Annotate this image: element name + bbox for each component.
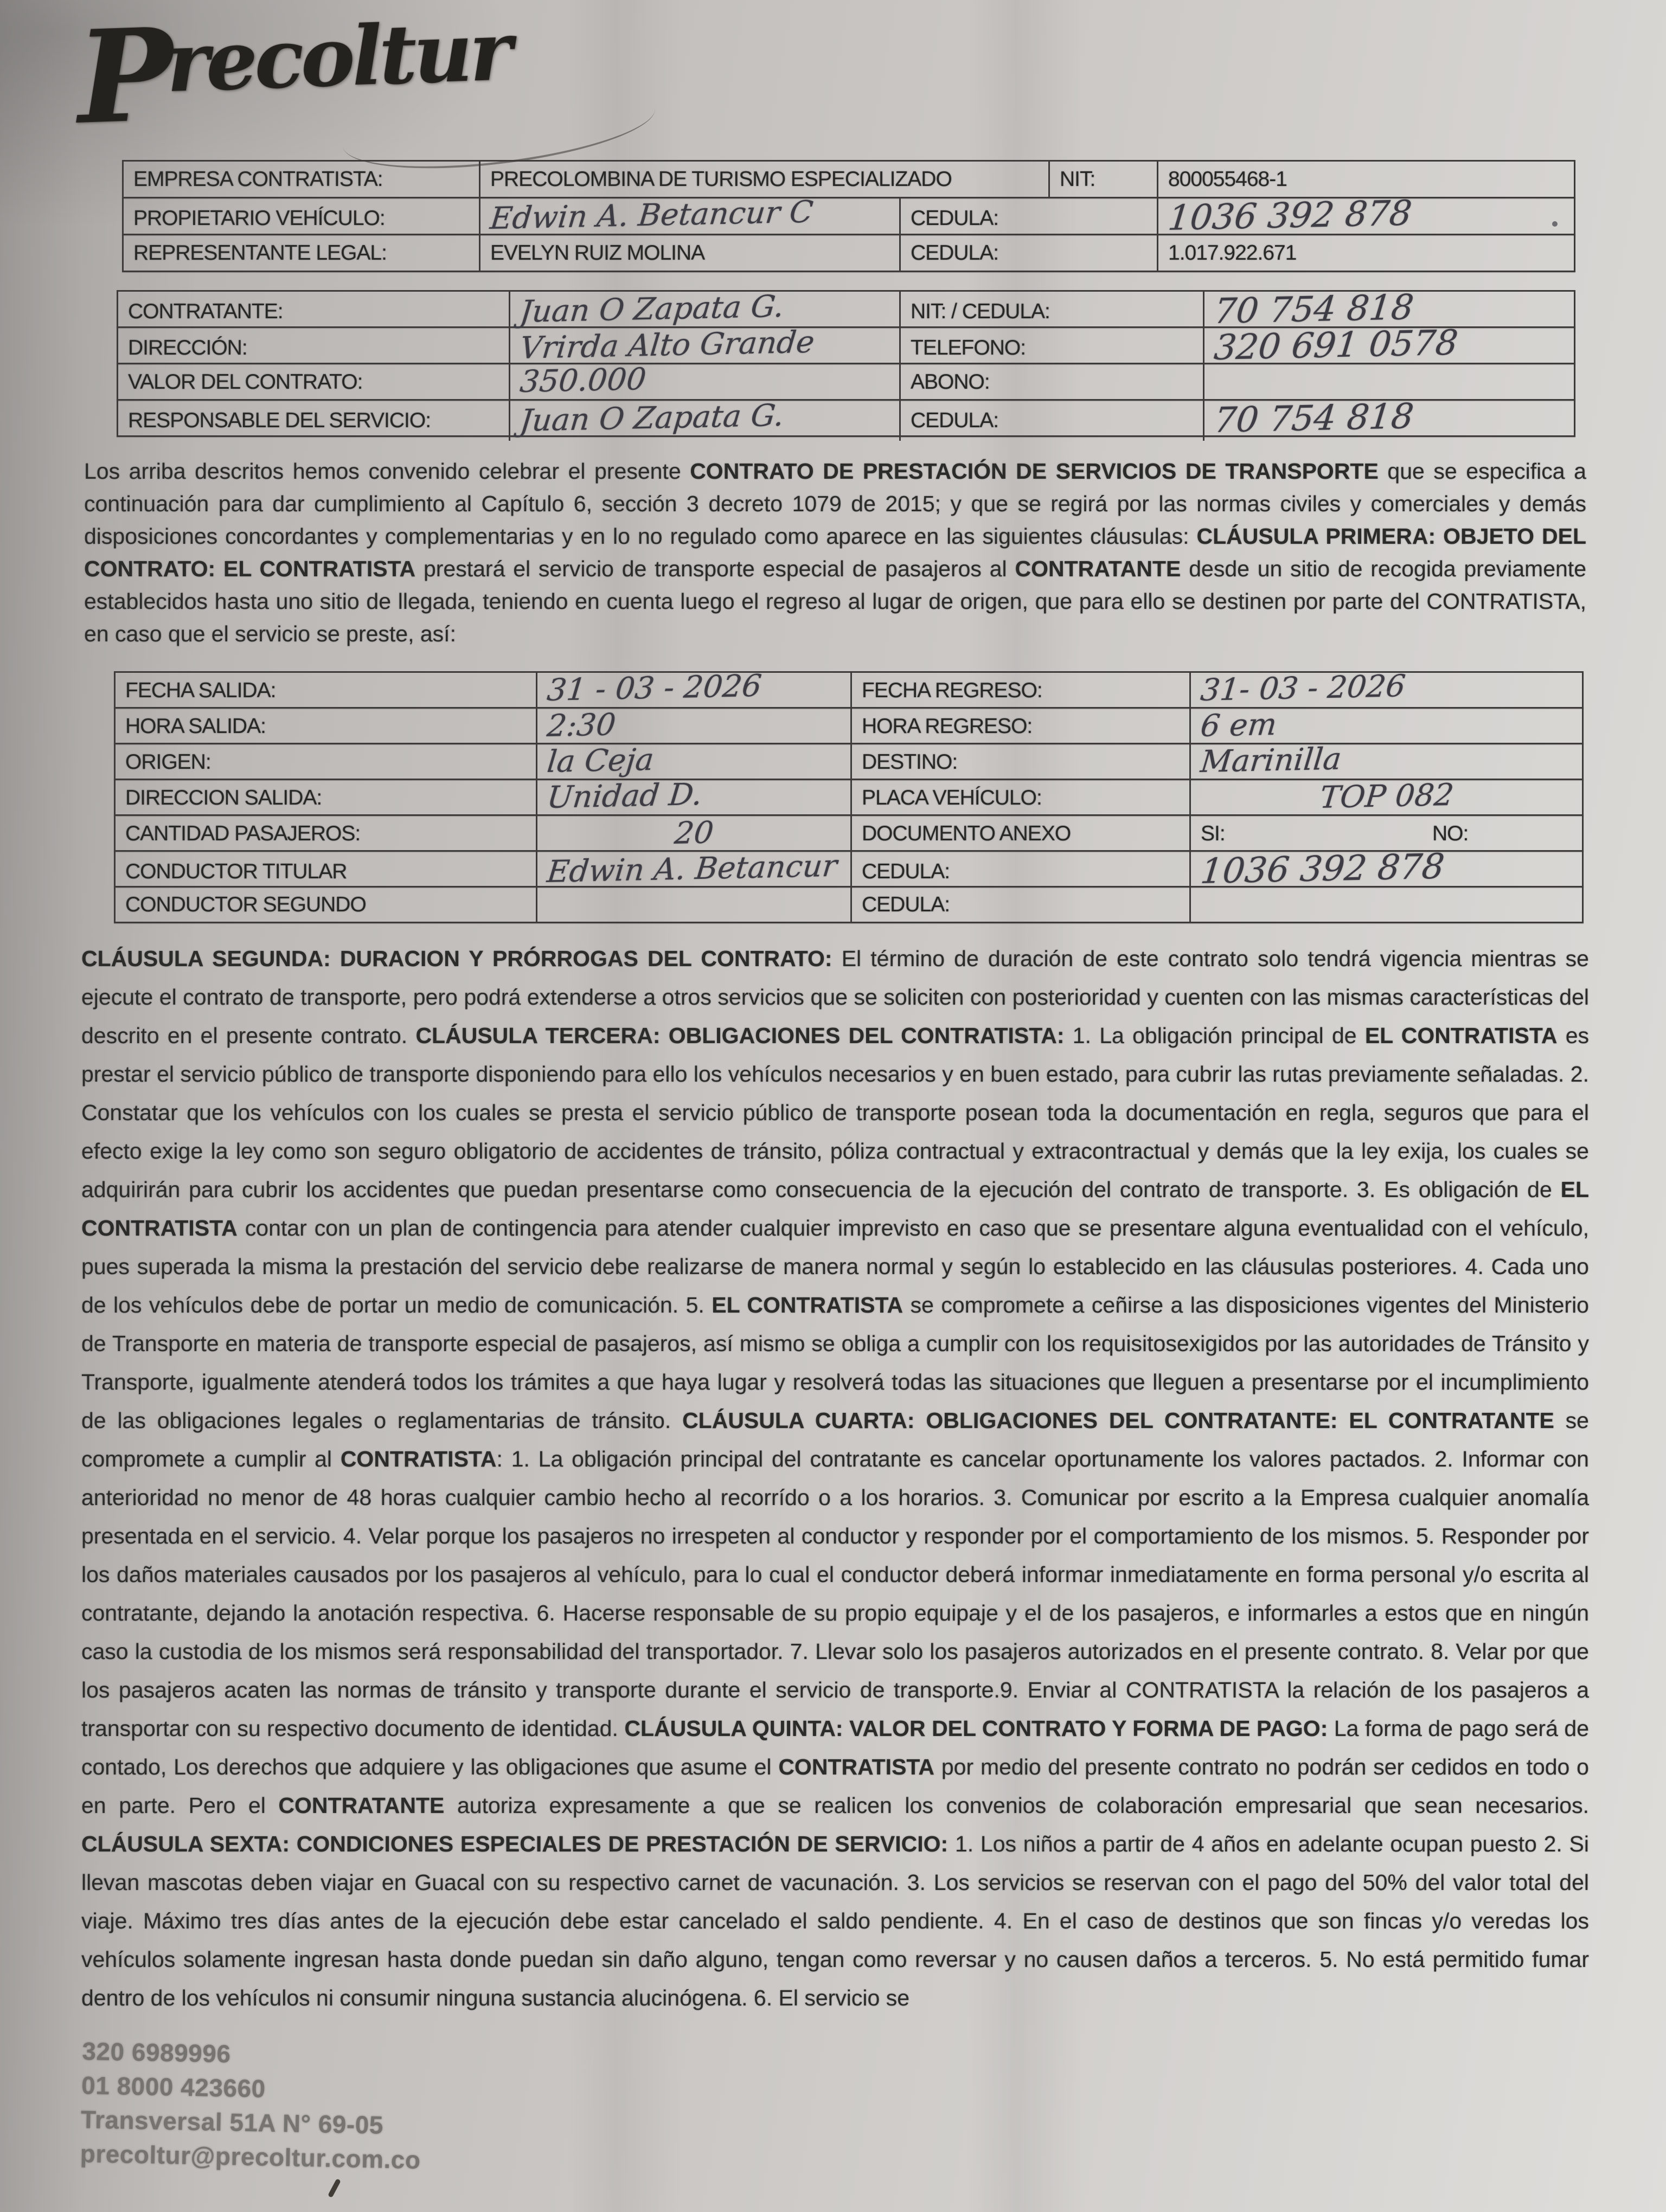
- field-value: 1.017.922.671: [1168, 241, 1297, 265]
- clause-bold-text: CONTRATISTA: [778, 1754, 935, 1779]
- field-value-handwritten: 1036 392 878: [1166, 193, 1414, 239]
- table-row: [122, 234, 1575, 272]
- field-label: CONDUCTOR TITULAR: [125, 860, 347, 883]
- clause-text: La forma de pago será de contado, Los derechos que adquiere y las obligaciones que asume el: [81, 1716, 1589, 1779]
- pencil-dot-mark: [1552, 221, 1558, 227]
- clause-text: autoriza expresamente a que se realicen los convenios de colaboración empresarial que sean necesarios.: [444, 1793, 1589, 1818]
- field-label: EMPRESA CONTRATISTA:: [133, 167, 383, 191]
- clause-bold-text: CONTRATO DE PRESTACIÓN DE SERVICIOS DE TRANSPORTE: [690, 459, 1379, 484]
- clause-bold-text: CLÁUSULA SEXTA: CONDICIONES ESPECIALES DE PRESTACIÓN DE SERVICIO:: [81, 1831, 949, 1856]
- clause-text: Los arriba descritos hemos convenido celebrar el presente: [84, 459, 690, 484]
- field-label: FECHA SALIDA:: [125, 678, 276, 702]
- table-row: [122, 193, 1575, 239]
- field-value-handwritten: Juan O Zapata G.: [518, 397, 786, 439]
- field-label: NIT:: [1060, 167, 1095, 191]
- field-value-handwritten: 1036 392 878: [1199, 846, 1446, 892]
- field-label: NIT: / CEDULA:: [911, 300, 1050, 323]
- clause-bold-text: CLÁUSULA QUINTA: VALOR DEL CONTRATO Y FORMA DE PAGO:: [624, 1716, 1328, 1741]
- client-table: [117, 287, 1575, 441]
- field-value-handwritten: Marinilla: [1199, 741, 1343, 780]
- field-value-handwritten: Edwin A. Betancur: [545, 848, 839, 890]
- field-label: PLACA VEHÍCULO:: [862, 786, 1042, 809]
- field-label: REPRESENTANTE LEGAL:: [133, 241, 387, 265]
- table-row: [122, 160, 1575, 198]
- trip-table: [114, 668, 1584, 923]
- field-label: DIRECCIÓN:: [128, 336, 247, 359]
- field-value-handwritten: 31- 03 - 2026: [1199, 668, 1407, 708]
- footer-hotline: 01 8000 423660: [81, 2070, 266, 2103]
- field-label: DESTINO:: [862, 750, 958, 774]
- table-row: [114, 707, 1584, 744]
- field-value-handwritten: Edwin A. Betancur C: [488, 194, 815, 236]
- table-row: [114, 886, 1584, 923]
- table-row: [117, 363, 1575, 401]
- intro-paragraph: [84, 455, 1586, 650]
- field-label: RESPONSABLE DEL SERVICIO:: [128, 409, 431, 432]
- field-value-handwritten: 6 em: [1199, 707, 1279, 744]
- clause-text: se compromete a cumplir al: [81, 1408, 1589, 1471]
- field-label: FECHA REGRESO:: [862, 678, 1042, 702]
- clause-text: : 1. La obligación principal del contratante es cancelar oportunamente los valores pactados. 2. Informar con anterioridad no menor de 48 horas cualquier cambio hecho al recorrído o a los horarios. 3. Comunicar por escrito a la Empresa cualquier anomalía presentada en el servicio. 4. Velar porque los pasajeros no irrespeten al conductor y responder por el comportamiento de los mismos. 5. Responder por los daños materiales causados por los pasajeros al vehículo, para lo cual el conductor deberá informar inmediatamente en forma personal y/o escrita al contratante, dejando la anotación respectiva. 6. Hacerse responsable de su propio equipaje y el de los pasajeros, e informarles a estos que en ningún caso la custodia de los mismos será responsabilidad del transportador. 7. Llevar solo los pasajeros autorizados en el presente contrato. 8. Velar por que los pasajeros acaten las normas de tránsito y transporte durante el servicio de transporte.9. Enviar al CONTRATISTA la relación de los pasajeros a transportar con su respectivo documento de identidad.: [81, 1446, 1589, 1741]
- clause-text: prestará el servicio de transporte especial de pasajeros al: [415, 556, 1015, 581]
- table-row: [117, 323, 1575, 368]
- table-row: [114, 743, 1584, 780]
- field-label: DOCUMENTO ANEXO: [862, 821, 1071, 845]
- clause-bold-text: EL CONTRATISTA: [1364, 1023, 1558, 1048]
- clause-text: contar con un plan de contingencia para atender cualquier imprevisto en caso que se presentare alguna eventualidad con el vehículo, pues superada la misma la prestación del servicio debe realizarse de manera normal y según lo establecido en las cláusulas posteriores. 4. Cada uno de los vehículos debe de portar un medio de comunicación. 5.: [81, 1216, 1589, 1317]
- clause-bold-text: CLÁUSULA SEGUNDA: DURACION Y PRÓRROGAS DEL CONTRATO:: [81, 946, 832, 971]
- field-value-handwritten: 70 754 818: [1212, 287, 1416, 332]
- field-label: CEDULA:: [862, 892, 950, 916]
- logo-rest: recoltur: [164, 3, 511, 111]
- logo-initial: P: [75, 0, 170, 153]
- field-value: 800055468-1: [1168, 167, 1287, 191]
- clause-text: que se especifica a continuación para dar cumplimiento al Capítulo 6, sección 3 decreto 1079 de 2015; y que se regirá por las normas civiles y comerciales y demás disposiciones concordantes y complementarias y en lo no regulado como aparece en las siguientes cláusulas:: [84, 459, 1586, 549]
- field-label: CANTIDAD PASAJEROS:: [125, 821, 361, 845]
- field-label: CEDULA:: [911, 241, 999, 265]
- company-table: [122, 160, 1575, 272]
- field-value-handwritten: 70 754 818: [1212, 396, 1416, 441]
- clause-bold-text: CLÁUSULA CUARTA: OBLIGACIONES DEL CONTRATANTE: EL CONTRATANTE: [682, 1408, 1554, 1433]
- clause-text: por medio del presente contrato no podrán ser cedidos en todo o en parte. Pero el: [81, 1754, 1589, 1818]
- field-label: TELEFONO:: [911, 336, 1026, 359]
- clause-text: 1. La obligación principal de: [1064, 1023, 1365, 1048]
- table-row: [114, 668, 1584, 709]
- clause-bold-text: EL CONTRATISTA: [81, 1177, 1589, 1240]
- field-label: PROPIETARIO VEHÍCULO:: [133, 207, 385, 230]
- clause-bold-text: CONTRATISTA: [340, 1446, 497, 1471]
- field-label: CONTRATANTE:: [128, 300, 283, 323]
- clause-text: El término de duración de este contrato solo tendrá vigencia mientras se ejecute el contrato de transporte, pero podrá extenderse a otros servicios que se soliciten con posterioridad y cuenten con las mismas características del descrito en el presente contrato.: [81, 946, 1589, 1048]
- clause-bold-text: CLÁUSULA TERCERA: OBLIGACIONES DEL CONTRATISTA:: [415, 1023, 1065, 1048]
- checkbox-yes-label: SI:: [1201, 821, 1225, 845]
- table-row: [114, 846, 1584, 892]
- field-label: ORIGEN:: [125, 750, 211, 774]
- field-value-handwritten: la Ceja: [545, 742, 656, 780]
- field-label: CEDULA:: [911, 207, 999, 230]
- field-value-handwritten: 2:30: [545, 707, 618, 744]
- clause-text: 1. Los niños a partir de 4 años en adelante ocupan puesto 2. Si llevan mascotas deben viajar en Guacal con su respectivo carnet de vacunación. 3. Los servicios se reservan con el pago del 50% del valor total del viaje. Máximo tres días antes de la ejecución debe estar cancelado el saldo pendiente. 4. En el caso de destinos que son fincas y/o veredas los vehículos solamente ingresan hasta donde puedan sin daño alguno, tengan como reversar y no causen daños a terceros. 5. No está permitido fumar dentro de los vehículos ni consumir ninguna sustancia alucinógena. 6. El servicio se: [81, 1831, 1589, 2010]
- clause-text: desde un sitio de recogida previamente establecidos hasta uno sitio de llegada, teniendo en cuenta luego el regreso al lugar de origen, que para ello se destinen por parte del CONTRATISTA, en caso que el servicio se preste, así:: [84, 556, 1586, 646]
- field-label: ABONO:: [911, 370, 990, 394]
- field-label: HORA REGRESO:: [862, 714, 1033, 738]
- clause-bold-text: EL CONTRATISTA: [712, 1293, 904, 1317]
- field-value: EVELYN RUIZ MOLINA: [490, 241, 705, 265]
- clause-bold-text: CONTRATANTE: [278, 1793, 445, 1818]
- table-row: [114, 779, 1584, 816]
- field-label: VALOR DEL CONTRATO:: [128, 370, 363, 394]
- pen-stroke-mark: [328, 2178, 341, 2198]
- field-value: PRECOLOMBINA DE TURISMO ESPECIALIZADO: [490, 167, 952, 191]
- field-label: HORA SALIDA:: [125, 714, 266, 738]
- clause-bold-text: CLÁUSULA PRIMERA: OBJETO DEL CONTRATO: EL CONTRATISTA: [84, 524, 1586, 581]
- clause-text: se compromete a ceñirse a las disposiciones vigentes del Ministerio de Transporte en materia de transporte especial de pasajeros, así mismo se obliga a cumplir con los requisitosexigidos por las autoridades de Tránsito y Transporte, igualmente atenderá todos los trámites a que haya lugar y resolverá todas las situaciones que lleguen a presentarse por el incumplimiento de las obligaciones legales o reglamentarias de tránsito.: [81, 1293, 1589, 1433]
- field-label: CEDULA:: [862, 860, 950, 883]
- field-value-handwritten: TOP 082: [1318, 777, 1456, 815]
- field-label: DIRECCION SALIDA:: [125, 786, 322, 809]
- clauses-paragraph: [81, 940, 1589, 2017]
- field-label: CEDULA:: [911, 409, 999, 432]
- table-row: [117, 287, 1575, 332]
- footer-email: precoltur@precoltur.com.co: [80, 2139, 421, 2175]
- clause-text: es prestar el servicio público de transporte disponiendo para ello los vehículos necesarios y en buen estado, para cubrir las rutas previamente señaladas. 2. Constatar que los vehículos con los cuales se presta el servicio público de transporte posean toda la documentación en regla, seguros que para el efecto exige la ley como son seguro obligatorio de accidentes de tránsito, póliza contractual y extracontractual y demás que la ley exija, los cuales se adquirirán para cubrir los accidentes que puedan presentarse como consecuencia de la ejecución del contrato de transporte. 3. Es obligación de: [81, 1023, 1590, 1202]
- field-value-handwritten: Juan O Zapata G.: [518, 288, 786, 330]
- clause-bold-text: CONTRATANTE: [1015, 556, 1181, 581]
- field-value-handwritten: 31 - 03 - 2026: [545, 668, 764, 708]
- table-row: [117, 396, 1575, 441]
- field-value-handwritten: Unidad D.: [545, 777, 704, 815]
- footer-address: Transversal 51A N° 69-05: [80, 2105, 384, 2139]
- field-value-handwritten: 20: [672, 815, 715, 851]
- field-value-handwritten: 350.000: [518, 362, 648, 400]
- field-label: CONDUCTOR SEGUNDO: [125, 892, 366, 916]
- table-row: [114, 814, 1584, 852]
- footer-phone: 320 6989996: [81, 2036, 231, 2068]
- field-value-handwritten: Vrirda Alto Grande: [518, 324, 816, 366]
- checkbox-no-label: NO:: [1432, 821, 1469, 845]
- footer-contact-block: [80, 2034, 423, 2177]
- field-value-handwritten: 320 691 0578: [1212, 323, 1460, 368]
